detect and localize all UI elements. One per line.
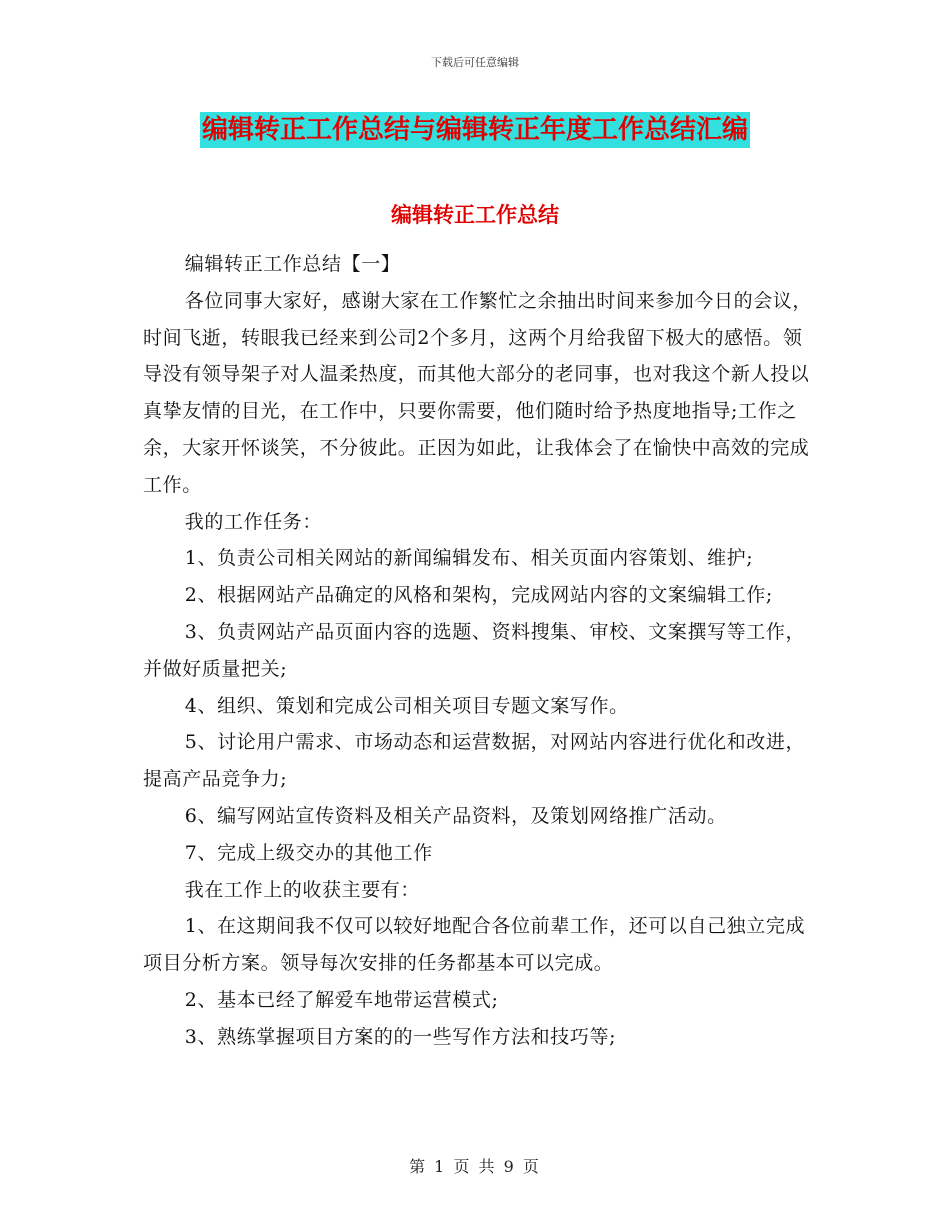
- paragraph-task-2: 2、根据网站产品确定的风格和架构，完成网站内容的文案编辑工作;: [184, 584, 773, 607]
- paragraph-task-1: 1、负责公司相关网站的新闻编辑发布、相关页面内容策划、维护;: [184, 547, 754, 570]
- paragraph-intro: 各位同事大家好，感谢大家在工作繁忙之余抽出时间来参加今日的会议，时间飞逝，转眼我已经来到公司2个多月，这两个月给我留下极大的感悟。领导没有领导架子对人温柔热度，而其他大部分的老同事，也对我这个新人投以真挚友情的目光，在工作中，只要你需要，他们随时给予热度地指导;工作之余，大家开怀谈笑，不分彼此。正因为如此，让我体会了在愉快中高效的完成工作。: [143, 289, 812, 496]
- paragraph-subtitle: 编辑转正工作总结【一】: [184, 253, 401, 275]
- paragraph-task-6: 6、编写网站宣传资料及相关产品资料，及策划网络推广活动。: [184, 804, 727, 827]
- paragraph-task-5: 5、讨论用户需求、市场动态和运营数据，对网站内容进行优化和改进，提高产品竞争力;: [143, 731, 806, 791]
- main-title: 编辑转正工作总结与编辑转正年度工作总结汇编: [200, 112, 750, 148]
- paragraph-gain-2: 2、基本已经了解爱车地带运营模式;: [184, 988, 499, 1011]
- document-body: [143, 246, 813, 1056]
- paragraph-task-4: 4、组织、策划和完成公司相关项目专题文案写作。: [184, 694, 629, 717]
- paragraph-tasks-heading: 我的工作任务：: [184, 510, 322, 533]
- page-header-note: 下载后可任意编辑: [431, 56, 519, 69]
- paragraph-gain-1: 1、在这期间我不仅可以较好地配合各位前辈工作，还可以自己独立完成项目分析方案。领导每次安排的任务都基本可以完成。: [143, 915, 806, 975]
- paragraph-task-3: 3、负责网站产品页面内容的选题、资料搜集、审校、文案撰写等工作，并做好质量把关;: [143, 620, 806, 680]
- main-title-container: [0, 112, 950, 148]
- paragraph-gain-3: 3、熟练掌握项目方案的的一些写作方法和技巧等;: [184, 1025, 617, 1048]
- page-footer: 第 1 页 共 9 页: [409, 1157, 541, 1176]
- paragraph-gains-heading: 我在工作上的收获主要有：: [184, 878, 420, 901]
- paragraph-task-7: 7、完成上级交办的其他工作: [184, 841, 433, 864]
- section-title: 编辑转正工作总结: [391, 203, 559, 227]
